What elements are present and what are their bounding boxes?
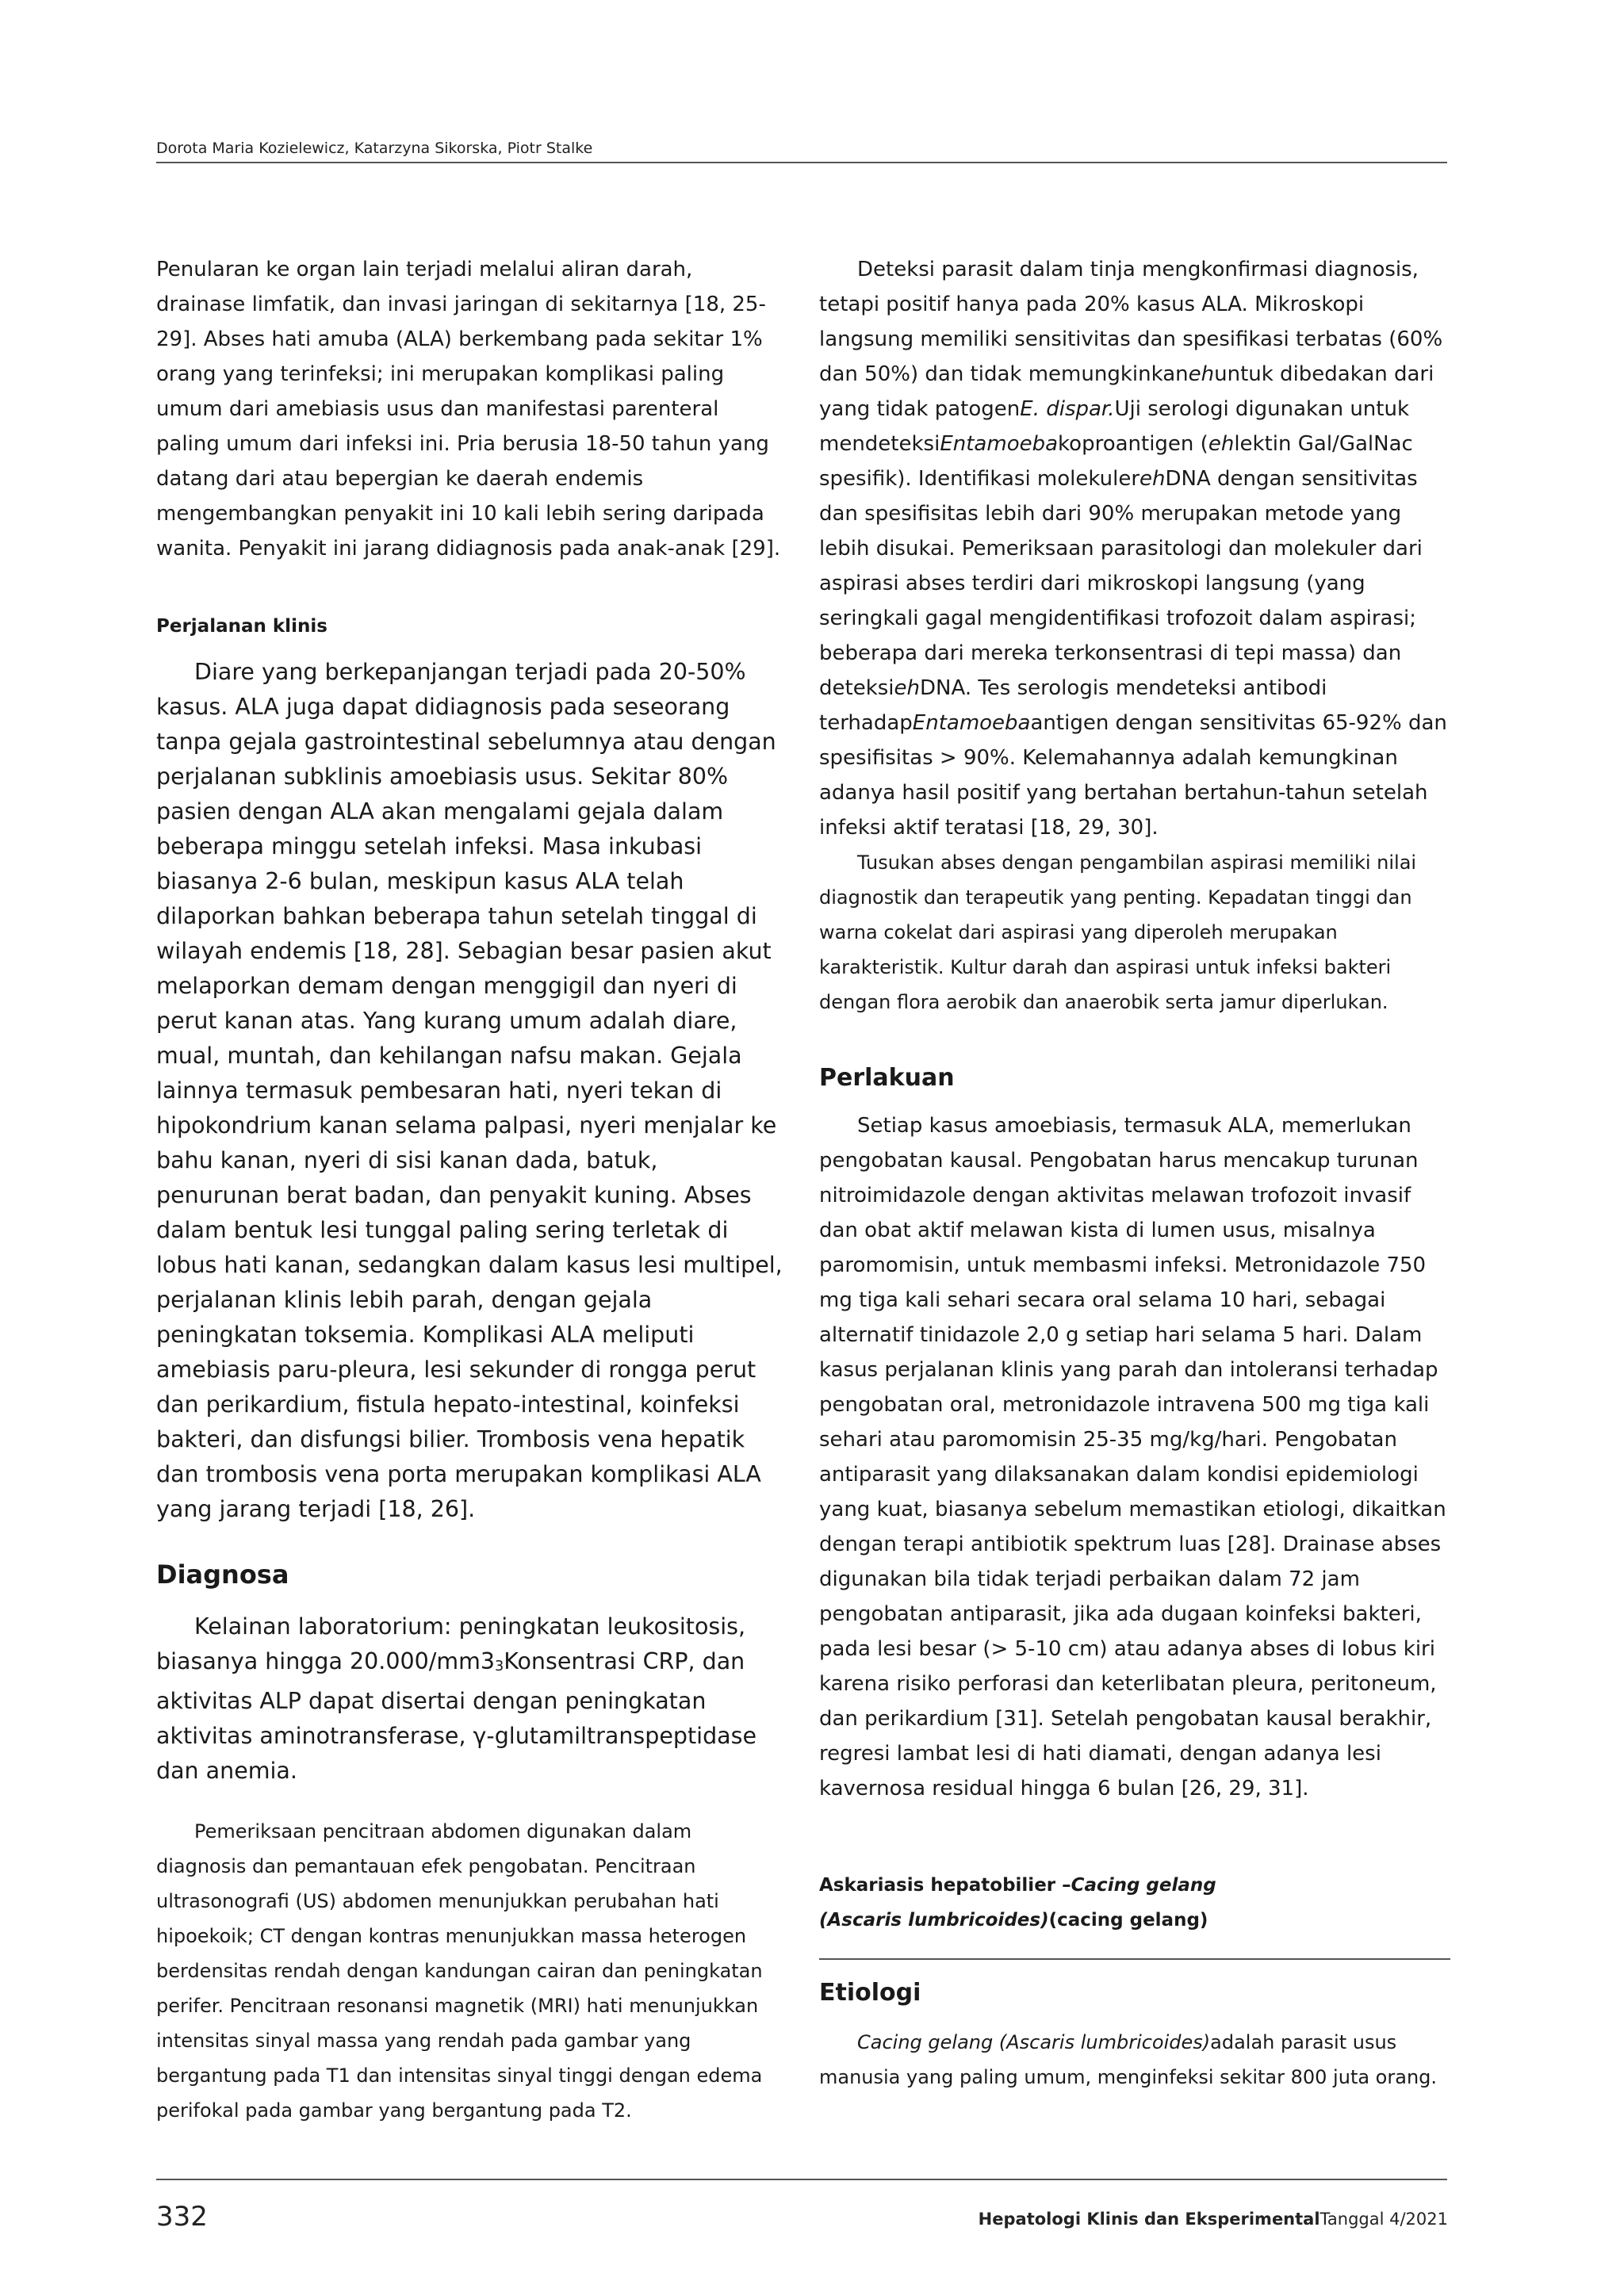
paragraph-abscess-puncture: Tusukan abses dengan pengambilan aspirasi memiliki nilai diagnostik dan terapeutik yang penting. Kepadatan tinggi dan warna cokelat dari aspirasi yang diperoleh merupakan karakteristik. Kultur darah dan aspirasi untuk infeksi bakteri dengan flora aerobik dan anaerobik serta jamur diperlukan. xyxy=(819,851,1417,1013)
left-column xyxy=(156,252,787,2128)
text-run: (cacing gelang) xyxy=(1048,1910,1208,1931)
text-run: adalah parasit usus manusia yang paling umum, menginfeksi sekitar 800 juta orang. xyxy=(819,2031,1438,2088)
paragraph-etiology xyxy=(819,2025,1450,2095)
section-rule xyxy=(819,1958,1450,1960)
paragraph-clinical-course: Diare yang berkepanjangan terjadi pada 20-50% kasus. ALA juga dapat didiagnosis pada seseorang tanpa gejala gastrointestinal sebelumnya atau dengan perjalanan subklinis amoebiasis usus. Sekitar 80% pasien dengan ALA akan mengalami gejala dalam beberapa minggu setelah infeksi. Masa inkubasi biasanya 2-6 bulan, meskipun kasus ALA telah dilaporkan bahkan beberapa tahun setelah tinggal di wilayah endemis [18, 28]. Sebagian besar pasien akut melaporkan demam dengan menggigil dan nyeri di perut kanan atas. Yang kurang umum adalah diare, mual, muntah, dan kehilangan nafsu makan. Gejala lainnya termasuk pembesaran hati, nyeri tekan di hipokondrium kanan selama palpasi, nyeri menjalar ke bahu kanan, nyeri di sisi kanan dada, batuk, penurunan berat badan, dan penyakit kuning. Abses dalam bentuk lesi tunggal paling sering terletak di lobus hati kanan, sedangkan dalam kasus lesi multipel, perjalanan klinis lebih parah, dengan gejala peningkatan toksemia. Komplikasi ALA meliputi amebiasis paru-pleura, lesi sekunder di rongga perut dan perikardium, fistula hepato-intestinal, koinfeksi bakteri, dan disfungsi bilier. Trombosis vena hepatik dan trombosis vena porta merupakan komplikasi ALA yang jarang terjadi [18, 26]. xyxy=(156,659,783,1522)
italic-eh: eh xyxy=(1188,362,1215,386)
paragraph-treatment: Setiap kasus amoebiasis, termasuk ALA, memerlukan pengobatan kausal. Pengobatan harus mencakup turunan nitroimidazole dengan aktivitas melawan trofozoit invasif dan obat aktif melawan kista di lumen usus, misalnya paromomisin, untuk membasmi infeksi. Metronidazole 750 mg tiga kali sehari secara oral selama 10 hari, sebagai alternatif tinidazole 2,0 g setiap hari selama 5 hari. Dalam kasus perjalanan klinis yang parah dan intoleransi terhadap pengobatan oral, metronidazole intravena 500 mg tiga kali sehari atau paromomisin 25-35 mg/kg/hari. Pengobatan antiparasit yang dilaksanakan dalam kondisi epidemiologi yang kuat, biasanya sebelum memastikan etiologi, dikaitkan dengan terapi antibiotik spektrum luas [28]. Drainase abses digunakan bila tidak terjadi perbaikan dalam 72 jam pengobatan antiparasit, jika ada dugaan koinfeksi bakteri, pada lesi besar (> 5-10 cm) atau adanya abses di lobus kiri karena risiko perforasi dan keterlibatan pleura, peritoneum, dan perikardium [31]. Setelah pengobatan kausal berakhir, regresi lambat lesi di hati diamati, dengan adanya lesi kavernosa residual hingga 6 bulan [26, 29, 31]. xyxy=(819,1114,1446,1800)
paragraph-stool-detection xyxy=(819,252,1450,845)
italic-text: Cacing gelang xyxy=(1071,1875,1216,1896)
italic-entamoeba: Entamoeba xyxy=(912,711,1031,735)
subheading-ascariasis xyxy=(819,1868,1450,1938)
italic-e-dispar: E. dispar. xyxy=(1020,397,1115,421)
text-run: antigen dengan sensitivitas 65-92% dan spesifisitas > 90%. Kelemahannya adalah kemungkinan adanya hasil positif yang bertahan bertahun-tahun setelah infeksi aktif teratasi [18, 29, 30]. xyxy=(819,711,1447,840)
italic-entamoeba: Entamoeba xyxy=(940,432,1059,456)
italic-eh: eh xyxy=(1208,432,1235,456)
journal-issue: Tanggal 4/2021 xyxy=(1320,2210,1448,2229)
text-run: untuk dibedakan dari yang tidak patogen xyxy=(819,362,1434,421)
text-run: Deteksi parasit dalam tinja mengkonfirmasi diagnosis, tetapi positif hanya pada 20% kasus ALA. Mikroskopi langsung memiliki sensitivitas dan spesifikasi terbatas (60% dan 50%) dan tidak memungkinkan xyxy=(819,258,1443,386)
footer-journal xyxy=(979,2210,1448,2229)
subheading-clinical-course: Perjalanan klinis xyxy=(156,616,327,637)
footer-rule xyxy=(156,2179,1447,2180)
text-run: koproantigen ( xyxy=(1058,432,1208,456)
running-header-authors: Dorota Maria Kozielewicz, Katarzyna Sikorska, Piotr Stalke xyxy=(156,140,593,157)
text-run: Uji serologi digunakan untuk mendeteksi xyxy=(819,397,1410,456)
section-heading-etiology: Etiologi xyxy=(819,1979,921,2007)
italic-text: Cacing gelang (Ascaris lumbricoides) xyxy=(857,2031,1211,2053)
lab-text-a: Kelainan laboratorium: peningkatan leukositosis, biasanya hingga 20.000/mm3 xyxy=(156,1613,746,1674)
right-column xyxy=(819,252,1450,2095)
text-run: DNA. Tes serologis mendeteksi antibodi terhadap xyxy=(819,676,1327,735)
text-run: DNA dengan sensitivitas dan spesifisitas lebih dari 90% merupakan metode yang lebih disukai. Pemeriksaan parasitologi dan molekuler dari aspirasi abses terdiri dari mikroskopi langsung (yang seringkali gagal mengidentifikasi trofozoit dalam aspirasi; beberapa dari mereka terkonsentrasi di tepi massa) dan deteksi xyxy=(819,467,1423,700)
italic-eh: eh xyxy=(894,676,921,700)
section-heading-diagnosis: Diagnosa xyxy=(156,1559,289,1590)
journal-name: Hepatologi Klinis dan Eksperimental xyxy=(978,2210,1320,2229)
paragraph-lab-findings xyxy=(156,1609,787,1789)
italic-text: (Ascaris lumbricoides) xyxy=(819,1910,1049,1931)
paragraph-transmission: Penularan ke organ lain terjadi melalui aliran darah, drainase limfatik, dan invasi jaringan di sekitarnya [18, 25-29]. Abses hati amuba (ALA) berkembang pada sekitar 1% orang yang terinfeksi; ini merupakan komplikasi paling umum dari amebiasis usus dan manifestasi parenteral paling umum dari infeksi ini. Pria berusia 18-50 tahun yang datang dari atau bepergian ke daerah endemis mengembangkan penyakit ini 10 kali lebih sering daripada wanita. Penyakit ini jarang didiagnosis pada anak-anak [29]. xyxy=(156,258,781,561)
italic-eh: eh xyxy=(1139,467,1166,491)
lab-text-b: Konsentrasi CRP, dan aktivitas ALP dapat disertai dengan peningkatan aktivitas aminotransferase, γ-glutamiltranspeptidase dan anemia. xyxy=(156,1648,757,1784)
text-run: Askariasis hepatobilier – xyxy=(819,1875,1071,1896)
page-number: 332 xyxy=(156,2201,208,2233)
lab-subscript: 3 xyxy=(494,1658,504,1674)
text-run: lektin Gal/GalNac spesifik). Identifikasi molekuler xyxy=(819,432,1413,491)
section-heading-treatment: Perlakuan xyxy=(819,1064,955,1092)
paragraph-imaging: Pemeriksaan pencitraan abdomen digunakan dalam diagnosis dan pemantauan efek pengobatan. Pencitraan ultrasonografi (US) abdomen menunjukkan perubahan hati hipoekoik; CT dengan kontras menunjukkan massa heterogen berdensitas rendah dengan kandungan cairan dan peningkatan perifer. Pencitraan resonansi magnetik (MRI) hati menunjukkan intensitas sinyal massa yang rendah pada gambar yang bergantung pada T1 dan intensitas sinyal tinggi dengan edema perifokal pada gambar yang bergantung pada T2. xyxy=(156,1820,763,2122)
header-rule xyxy=(156,162,1447,163)
